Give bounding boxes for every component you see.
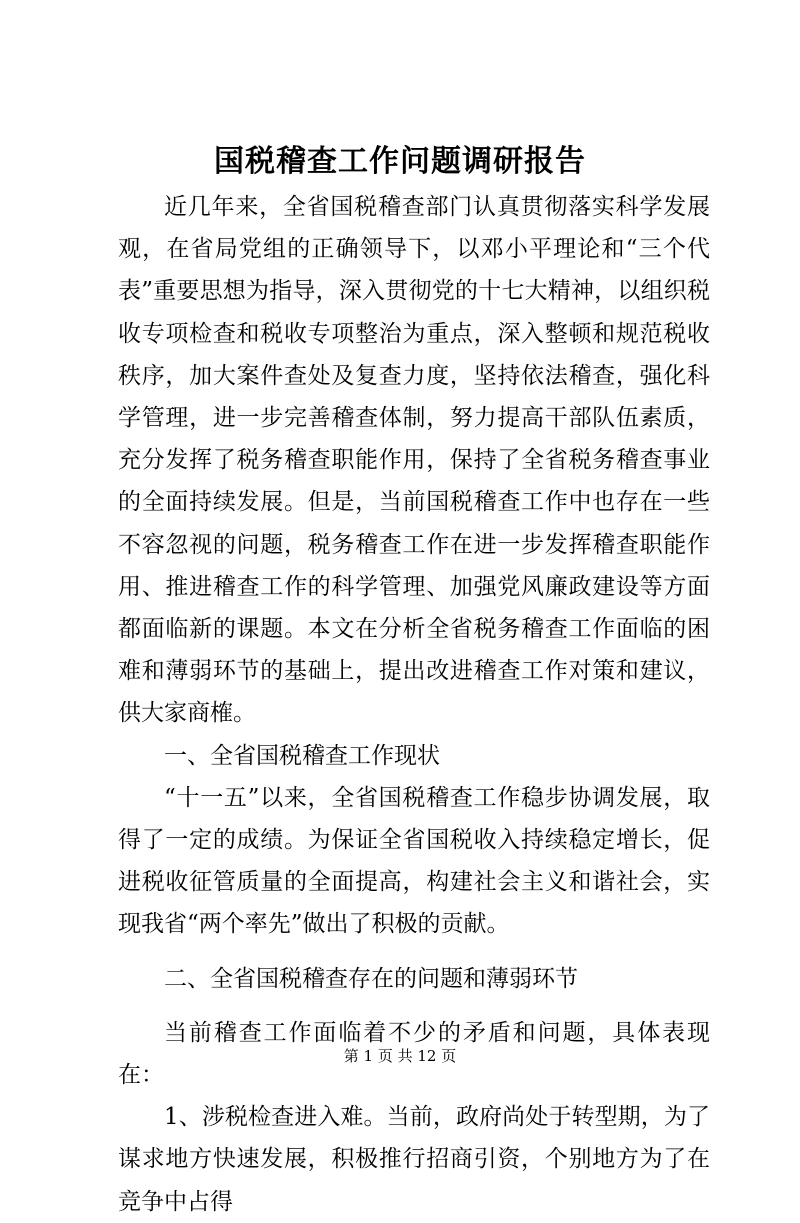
section-2-intro-paragraph: 当前稽查工作面临着不少的矛盾和问题，具体表现在： — [118, 1019, 710, 1089]
intro-paragraph: 近几年来，全省国税稽查部门认真贯彻落实科学发展观，在省局党组的正确领导下，以邓小平理论和“三个代表”重要思想为指导，深入贯彻党的十七大精神，以组织税收专项检查和税收专项整治为重点，深入整顿和规范税收秩序，加大案件查处及复查力度，坚持依法稽查，强化科学管理，进一步完善稽查体制，努力提高干部队伍素质，充分发挥了税务稽查职能作用，保持了全省税务稽查事业的全面持续发展。但是，当前国税稽查工作中也存在一些不容忽视的问题，税务稽查工作在进一步发挥稽查职能作用、推进稽查工作的科学管理、加强党风廉政建设等方面都面临新的课题。本文在分析全省税务稽查工作面临的困难和薄弱环节的基础上，提出改进稽查工作对策和建议，供大家商榷。 — [118, 194, 710, 727]
document-body — [118, 186, 710, 1223]
page-number-label: 第 1 页 共 12 页 — [343, 1047, 457, 1065]
section-2-item-1-paragraph: 1、涉税检查进入难。当前，政府尚处于转型期，为了谋求地方快速发展，积极推行招商引资，个别地方为了在竞争中占得 — [118, 1104, 710, 1215]
section-heading-1: 一、全省国税稽查工作现状 — [164, 742, 440, 769]
section-heading-2: 二、全省国税稽查存在的问题和薄弱环节 — [164, 965, 578, 992]
document-title: 国税稽查工作问题调研报告 — [214, 144, 586, 179]
page-footer — [0, 1046, 800, 1066]
section-1-paragraph: “十一五”以来，全省国税稽查工作稳步协调发展，取得了一定的成绩。为保证全省国税收入持续稳定增长，促进税收征管质量的全面提高，构建社会主义和谐社会，实现我省“两个率先”做出了积极的贡献。 — [118, 784, 710, 938]
